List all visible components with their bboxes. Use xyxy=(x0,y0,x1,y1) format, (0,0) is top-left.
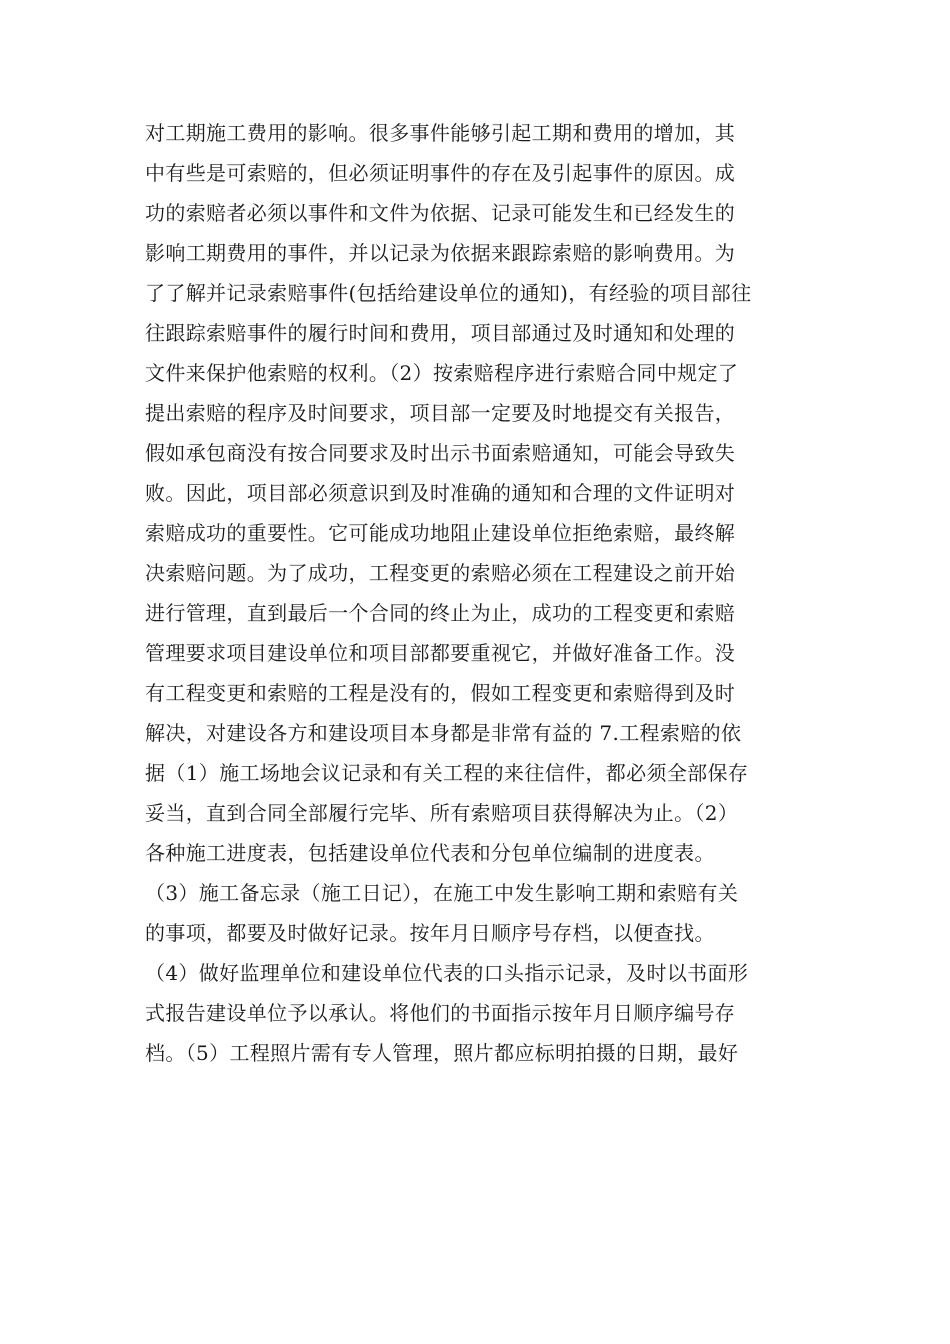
text-line: （4）做好监理单位和建设单位代表的口头指示记录，及时以书面形 xyxy=(145,961,749,985)
text-line: 功的索赔者必须以事件和文件为依据、记录可能发生和已经发生的 xyxy=(145,201,736,225)
text-line: 往跟踪索赔事件的履行时间和费用，项目部通过及时通知和处理的 xyxy=(145,321,736,345)
text-line: 索赔成功的重要性。它可能成功地阻止建设单位拒绝索赔，最终解 xyxy=(145,521,736,545)
text-line: 了了解并记录索赔事件(包括给建设单位的通知)，有经验的项目部往 xyxy=(145,281,752,305)
text-line: 决索赔问题。为了成功，工程变更的索赔必须在工程建设之前开始 xyxy=(145,561,736,585)
text-line: 进行管理，直到最后一个合同的终止为止，成功的工程变更和索赔 xyxy=(145,601,736,625)
text-line: 文件来保护他索赔的权利。（2）按索赔程序进行索赔合同中规定了 xyxy=(145,361,739,385)
text-line: 的事项，都要及时做好记录。按年月日顺序号存档，以便查找。 xyxy=(145,921,715,945)
text-line: 提出索赔的程序及时间要求，项目部一定要及时地提交有关报告， xyxy=(145,401,736,425)
text-line: （3）施工备忘录（施工日记），在施工中发生影响工期和索赔有关 xyxy=(145,881,739,905)
text-line: 中有些是可索赔的，但必须证明事件的存在及引起事件的原因。成 xyxy=(145,161,736,185)
text-line: 各种施工进度表，包括建设单位代表和分包单位编制的进度表。 xyxy=(145,841,715,865)
text-line: 式报告建设单位予以承认。将他们的书面指示按年月日顺序编号存 xyxy=(145,1001,736,1025)
text-line: 妥当，直到合同全部履行完毕、所有索赔项目获得解决为止。（2） xyxy=(145,801,739,825)
text-line: 对工期施工费用的影响。很多事件能够引起工期和费用的增加，其 xyxy=(145,121,736,145)
body-paragraph xyxy=(145,113,810,1073)
text-line: 有工程变更和索赔的工程是没有的，假如工程变更和索赔得到及时 xyxy=(145,681,736,705)
text-line: 影响工期费用的事件，并以记录为依据来跟踪索赔的影响费用。为 xyxy=(145,241,736,265)
text-line: 管理要求项目建设单位和项目部都要重视它，并做好准备工作。没 xyxy=(145,641,736,665)
text-line: 解决，对建设各方和建设项目本身都是非常有益的 7.工程索赔的依 xyxy=(145,721,742,745)
text-line: 败。因此，项目部必须意识到及时准确的通知和合理的文件证明对 xyxy=(145,481,736,505)
text-line: 假如承包商没有按合同要求及时出示书面索赔通知，可能会导致失 xyxy=(145,441,736,465)
text-line: 据（1）施工场地会议记录和有关工程的来往信件，都必须全部保存 xyxy=(145,761,749,785)
text-line: 档。（5）工程照片需有专人管理，照片都应标明拍摄的日期，最好 xyxy=(145,1041,739,1065)
